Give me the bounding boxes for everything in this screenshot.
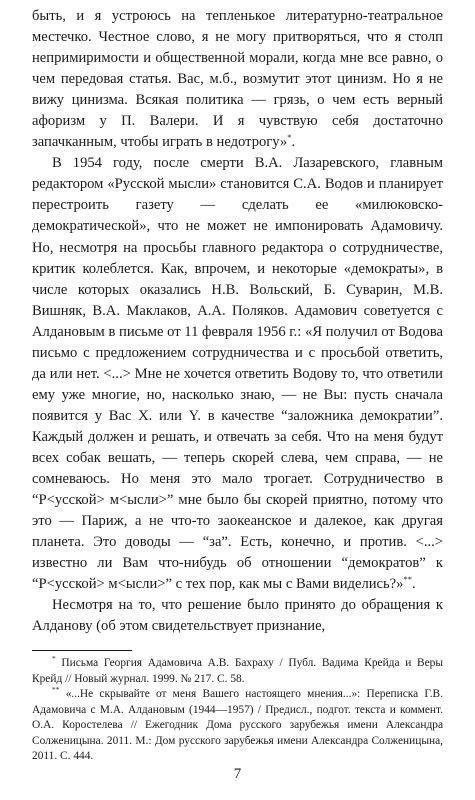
book-page (32, 6, 443, 765)
footnote-1 (32, 656, 443, 687)
footnotes (32, 656, 443, 765)
footnote-2 (32, 687, 443, 765)
paragraph-1 (32, 6, 443, 153)
paragraph-1-end: . (291, 134, 296, 151)
paragraph-2-end: . (411, 576, 416, 593)
footnote-ref-2: ** (403, 574, 412, 585)
footnote-ref-1: * (287, 132, 292, 143)
footnote-divider (32, 650, 132, 651)
footnote-1-text: Письма Георгия Адамовича А.В. Бахраху / Публ. Вадима Крейда и Веры Крейд // Новый журнал. 1999. № 217. С. 58. (32, 657, 443, 685)
paragraph-2 (32, 153, 443, 595)
page-number: 7 (233, 766, 242, 782)
paragraph-1-text: быть, и я устроюсь на тепленькое литературно-театральное местечко. Честное слово, я не могу притворяться, что я столп непримиримости и общественной морали, когда мне все равно, о чем передовая статья. Вас, м.б., возмутит этот цинизм. Но я не вижу цинизма. Всякая политика — грязь, о чем есть верный афоризм у П. Валери. И я чувствую себя достаточно запачканным, чтобы играть в недотрогу» (32, 8, 443, 151)
paragraph-2-text: В 1954 году, после смерти В.А. Лазаревского, главным редактором «Русской мысли» становится С.А. Водов и планирует перестроить газету — сделать ее «милюковско-демократической», что не может не импонировать Адамовичу. Но, несмотря на просьбы главного редактора о сотрудничестве, критик колеблется. Как, впрочем, и некоторые «демократы», в числе которых оказались Н.В. Вольский, Б. Суварин, М.В. Вишняк, В.А. Маклаков, А.А. Поляков. Адамович советуется с Алдановым в письме от 11 февраля 1956 г.: «Я получил от Водова письмо с предложением сотрудничества и с просьбой ответить, да или нет. <...> Мне не хочется ответить Водову то, что ответили ему уже многие, но, насколько знаю, — не Вы: пусть сначала появится у Вас Х. или Y. в качестве “заложника демократии”. Каждый должен и решать, и отвечать за себя. Что на меня будут всех собак вешать, — теперь скорей слева, чем справа, — не сомневаюсь. Но меня это мало трогает. Сотрудничество в “Р<усской> м<ысли>” мне было бы скорей приятно, потому что это — Париж, а не что-то заокеанское и далекое, как другая планета. Это доводы — “за”. Есть, конечно, и против. <...> известно ли Вам что-нибудь об отношении “демократов” к “Р<усской> м<ысли>” с тех пор, как мы с Вами виделись?» (32, 155, 443, 593)
footnote-1-mark: * (52, 654, 56, 664)
footnote-2-mark: ** (52, 685, 60, 695)
main-text (32, 6, 443, 637)
paragraph-3: Несмотря на то, что решение было принято до обращения к Алданову (об этом свидетельствует признание, (32, 597, 443, 635)
footnote-2-text: «...Не скрывайте от меня Вашего настоящего мнения...»: Переписка Г.В. Адамовича с М.А. Алдановым (1944—1957) / Предисл., подгот. текста и коммент. О.А. Коростелева // Ежегодник Дома русского зарубежья имени Александра Солженицына. 2011. М.: Дом русского зарубежья имени Александра Солженицына, 2011. С. 444. (32, 688, 443, 763)
